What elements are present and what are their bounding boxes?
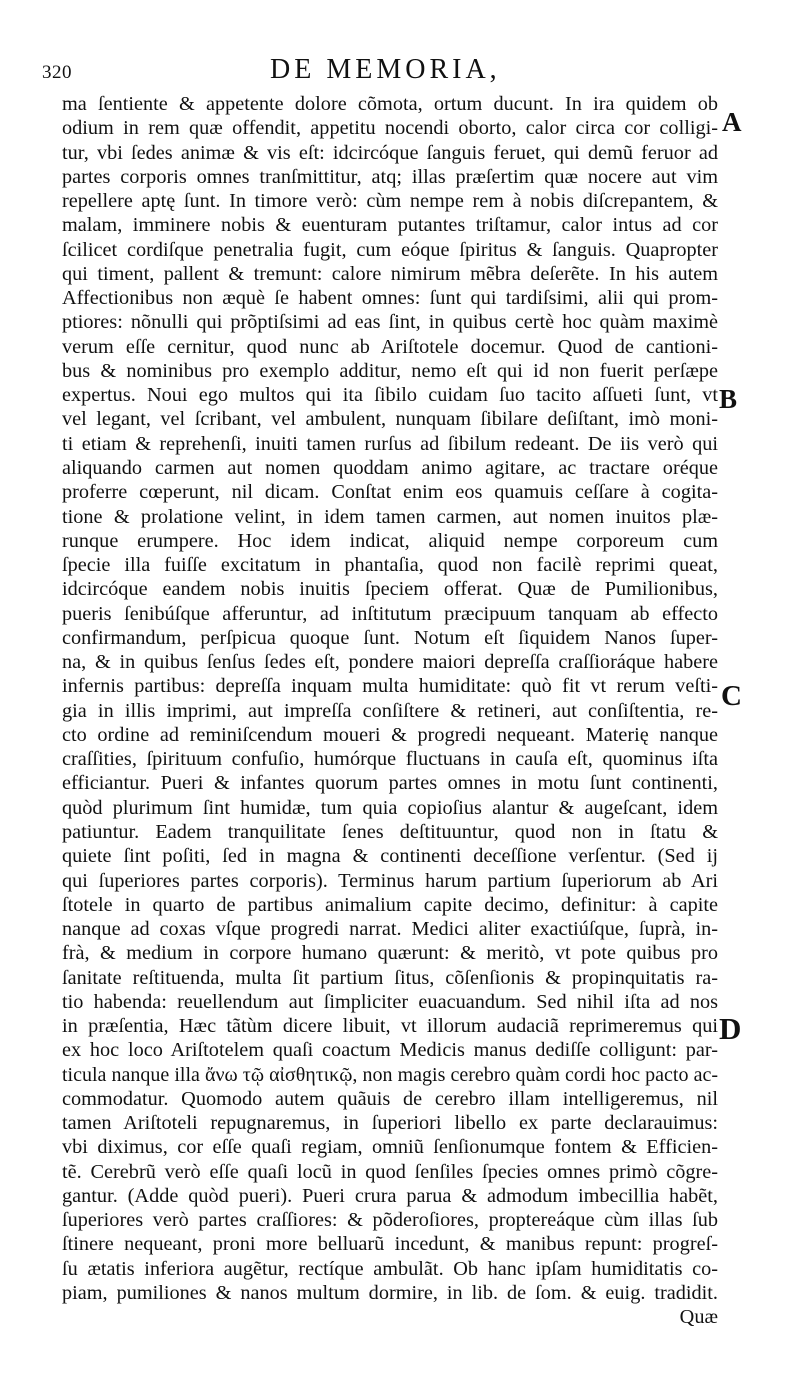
text-line: malam, imminere nobis & euenturam putantes triſtamur, calor intus ad cor	[62, 214, 718, 237]
body-text	[62, 92, 718, 1330]
text-line: ſtinere nequeant, proni more belluarũ incedunt, & manibus repunt: progreſ-	[62, 1233, 718, 1256]
text-line: Affectionibus non æquè ſe habent omnes: ſunt qui tardiſsimi, alii qui prom-	[62, 287, 718, 310]
text-line: tione & prolatione velint, in idem tamen carmen, aut nomen inuitos plæ-	[62, 505, 718, 528]
text-line: qui timent, pallent & tremunt: calore nimirum mẽbra deſerẽte. In his autem	[62, 262, 718, 285]
margin-letter-c: C	[721, 680, 742, 712]
text-line: bus & nominibus pro exemplo additur, nemo eſt qui id non fuerit perſæpe	[62, 359, 718, 382]
text-line: aliquando carmen aut nomen quoddam animo agitare, ac tractare oréque	[62, 456, 718, 479]
text-line: ti etiam & reprehenſi, inuiti tamen rurſus ad ſibilum redeant. De iis verò qui	[62, 432, 718, 455]
text-line: cto ordine ad reminiſcendum moueri & progredi nequeant. Materię nanque	[62, 723, 718, 746]
text-line: infernis partibus: depreſſa inquam multa humiditate: quò fit vt rerum veſti-	[62, 675, 718, 698]
text-line: gia in illis imprimi, aut impreſſa conſiſtere & retineri, aut conſiſtentia, re-	[62, 699, 718, 722]
text-line: proferre cœperunt, nil dicam. Conſtat enim eos quamuis ceſſare à cogita-	[62, 481, 718, 504]
text-line: ſanitate reſtituenda, multa ſit partium ſitus, cõſenſionis & propinquitatis ra-	[62, 966, 718, 989]
text-line: vel legant, vel ſcribant, vel ambulent, nunquam ſibilare deſiſtant, imò moni-	[62, 408, 718, 431]
text-line: partes corporis omnes tranſmittitur, atq; illas præſertim quæ nocere aut vim	[62, 165, 718, 188]
text-line: commodatur. Quomodo autem quãuis de cerebro illam intelligeremus, nil	[62, 1087, 718, 1110]
text-line: tamen Ariſtoteli repugnaremus, in ſuperiori libello ex parte declarauimus:	[62, 1112, 718, 1135]
text-line: ma ſentiente & appetente dolore cõmota, ortum ducunt. In ira quidem ob	[62, 93, 718, 115]
margin-letter-a: A	[722, 107, 742, 137]
text-line: nanque ad coxas vſque progredi narrat. Medici aliter exactiúſque, ſuprà, in-	[62, 918, 718, 941]
text-line: piam, pumiliones & nanos multum dormire, in lib. de ſom. & euig. tradidit.	[62, 1282, 718, 1305]
text-line: ex hoc loco Ariſtotelem quaſi coactum Medicis manus dediſſe colligunt: par-	[62, 1039, 718, 1062]
text-line: in præſentia, Hæc tãtùm dicere libuit, vt illorum audaciã reprimeremus qui	[62, 1015, 718, 1038]
text-line: repellere aptę ſunt. In timore verò: cùm nempe rem à nobis diſcrepantem, &	[62, 190, 718, 213]
text-line: na, & in quibus ſenſus ſedes eſt, pondere maiori depreſſa craſſioráque habere	[62, 651, 718, 674]
text-line: gantur. (Adde quòd pueri). Pueri crura parua & admodum imbecillia habẽt,	[62, 1184, 718, 1207]
text-line: ſcilicet cordiſque penetralia fugit, cum eóque ſpiritus & ſanguis. Quapropter	[62, 238, 718, 261]
text-line: quòd plurimum ſint humidæ, tum quia copioſius alantur & augeſcant, idem	[62, 796, 718, 819]
text-line: efficiantur. Pueri & infantes quorum partes omnes in motu ſunt continenti,	[62, 772, 718, 795]
text-line: tio habenda: reuellendum aut ſimpliciter euacuandum. Sed nihil iſta ad nos	[62, 990, 718, 1013]
margin-letter-d: D	[719, 1011, 742, 1046]
text-line: patiuntur. Eadem tranquilitate ſenes deſtituuntur, quod non in ſtatu &	[62, 820, 718, 843]
text-line: verum eſſe cernitur, quod nunc ab Ariſtotele docemur. Quod de cantioni-	[62, 335, 718, 358]
text-line: ſuperiores verò partes craſſiores: & põderoſiores, proptereáque cùm illas ſub	[62, 1209, 718, 1232]
text-line: tur, vbi ſedes animæ & vis eſt: idcircóque ſanguis feruet, qui demũ feruor ad	[62, 141, 718, 164]
text-line: pueris ſenibúſque afferuntur, ad inſtitutum præcipuum tanquam ab effecto	[62, 602, 718, 625]
text-line: ſu ætatis inferiora augẽtur, rectíque ambulãt. Ob hanc ipſam humiditatis co-	[62, 1257, 718, 1280]
text-line: craſſities, ſpirituum confuſio, humórque fluctuans in cauſa eſt, quominus iſta	[62, 748, 718, 771]
text-line: expertus. Noui ego multos qui ita ſibilo cuidam ſuo tacito aſſueti ſunt, vt	[62, 384, 718, 407]
running-head: DE MEMORIA,	[270, 54, 501, 85]
text-line: qui ſuperiores partes corporis). Terminus harum partium ſuperiorum ab Ari	[62, 869, 718, 892]
catchword: Quæ	[679, 1306, 718, 1329]
margin-letter-b: B	[719, 384, 738, 414]
text-line: ptiores: nõnulli qui prõptiſsimi ad eas ſint, in quibus certè hoc quàm maximè	[62, 311, 718, 334]
text-line: ſtotele in quarto de partibus animalium capite decimo, definitur: à capite	[62, 893, 718, 916]
text-line: runque erumpere. Hoc idem indicat, aliquid nempe corporeum cum	[62, 529, 718, 552]
text-line: odium in rem quæ offendit, appetitu nocendi oborto, calor circa cor colligi-	[62, 117, 718, 140]
text-line: confirmandum, perſpicua quoque ſunt. Notum eſt ſiquidem Nanos ſuper-	[62, 626, 718, 649]
text-line: quiete ſint poſiti, ſed in magna & continenti deceſſione verſentur. (Sed ij	[62, 845, 718, 868]
text-line: ſpecie illa fuiſſe excitatum in phantaſia, quod non facilè reprimi queat,	[62, 554, 718, 577]
page-number: 320	[42, 62, 72, 83]
text-line: idcircóque eandem nobis inuitis ſpeciem offerat. Quæ de Pumilionibus,	[62, 578, 718, 601]
text-line: vbi diximus, cor eſſe quaſi regiam, omniũ ſenſionumque fontem & Efficien-	[62, 1136, 718, 1159]
text-line: frà, & medium in corpore humano quærunt: & meritò, vt pote quibus pro	[62, 942, 718, 965]
text-line: tẽ. Cerebrũ verò eſſe quaſi locũ in quod ſenſiles ſpecies omnes primò cõgre-	[62, 1160, 718, 1183]
text-line: ticula nanque illa ἄνω τῷ αἰσθητικῷ, non magis cerebro quàm cordi hoc pacto ac-	[62, 1063, 718, 1086]
